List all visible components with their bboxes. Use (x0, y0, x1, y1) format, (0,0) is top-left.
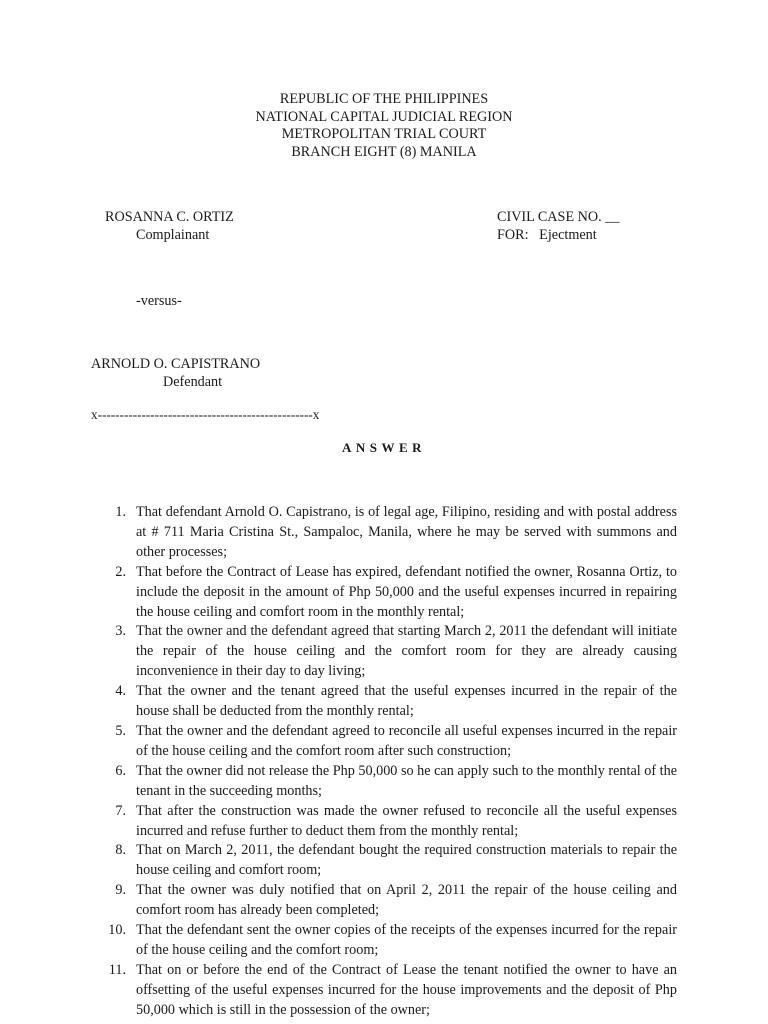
paragraph-number: 3. (115, 623, 126, 640)
paragraph-number: 4. (115, 683, 126, 700)
paragraph-number: 5. (115, 722, 126, 739)
answer-paragraph (105, 921, 677, 961)
paragraph-text: That before the Contract of Lease has expired, defendant notified the owner, Rosanna Ortiz, to include the deposit in the amount of Php 50,000 and the useful expenses incurred in repairing the house ceiling and comfort room in the monthly rental; (136, 563, 677, 620)
paragraph-text: That the owner was duly notified that on April 2, 2011 the repair of the house ceiling and comfort room has already been completed; (136, 882, 677, 919)
paragraph-text: That the defendant sent the owner copies of the receipts of the expenses incurred for the repair of the house ceiling and the comfort room; (136, 922, 677, 958)
versus-label: -versus- (136, 293, 182, 309)
paragraph-number: 7. (115, 802, 126, 819)
case-for-ejectment: FOR: Ejectment (497, 227, 597, 243)
civil-case-number: CIVIL CASE NO. __ (497, 209, 620, 225)
answer-paragraph (105, 881, 677, 921)
paragraph-text: That on March 2, 2011, the defendant bought the required construction materials to repair the house ceiling and comfort room; (136, 842, 677, 879)
paragraph-number: 1. (115, 504, 126, 520)
paragraph-text: That the owner did not release the Php 50,000 so he can apply such to the monthly rental of the tenant in the succeeding months; (136, 762, 677, 799)
answer-paragraph (105, 503, 677, 563)
paragraph-number: 11. (108, 961, 126, 978)
paragraph-number: 2. (115, 563, 126, 580)
answer-paragraph (105, 682, 677, 722)
paragraph-text: That defendant Arnold O. Capistrano, is of legal age, Filipino, residing and with postal address at # 711 Maria Cristina St., Sampaloc, Manila, where he may be served with summons and other processes; (136, 504, 677, 560)
document-title: ANSWER (341, 440, 427, 455)
complainant-role: Complainant (136, 227, 210, 243)
answer-paragraph (105, 622, 677, 682)
header-line-region: NATIONAL CAPITAL JUDICIAL REGION (255, 108, 513, 125)
paragraph-number: 8. (115, 842, 126, 859)
header-line-republic: REPUBLIC OF THE PHILIPPINES (279, 91, 489, 107)
court-header (0, 91, 768, 161)
answer-paragraph (105, 722, 677, 762)
header-line-court: METROPOLITAN TRIAL COURT (281, 126, 487, 142)
paragraph-text: That on or before the end of the Contract of Lease the tenant notified the owner to have an offsetting of the useful expenses incurred for the house improvements and the deposit of Php 50,000 which is still in the possession of the owner; (136, 961, 677, 1018)
answer-paragraph (105, 563, 677, 623)
header-line-branch: BRANCH EIGHT (8) MANILA (291, 143, 477, 160)
defendant-role: Defendant (163, 374, 223, 390)
caption-separator: x-------------------------------------------------x (91, 407, 320, 422)
answer-paragraph (105, 961, 677, 1021)
answer-paragraph (105, 841, 677, 881)
paragraph-text: That the owner and the defendant agreed that starting March 2, 2011 the defendant will initiate the repair of the house ceiling and the comfort room for they are already causing inconvenience in their day to day living; (136, 623, 677, 680)
paragraph-text: That the owner and the tenant agreed that the useful expenses incurred in the repair of the house shall be deducted from the monthly rental; (136, 683, 677, 720)
paragraph-text: That the owner and the defendant agreed to reconcile all useful expenses incurred in the repair of the house ceiling and the comfort room after such construction; (136, 722, 677, 759)
paragraph-number: 10. (108, 922, 126, 939)
complainant-name: ROSANNA C. ORTIZ (105, 209, 234, 225)
paragraph-number: 9. (115, 882, 126, 899)
paragraph-number: 6. (115, 762, 126, 779)
answer-paragraph (105, 802, 677, 842)
answer-paragraphs (105, 503, 677, 1021)
paragraph-text: That after the construction was made the owner refused to reconcile all the useful expenses incurred and refuse further to deduct them from the monthly rental; (136, 802, 677, 839)
defendant-name: ARNOLD O. CAPISTRANO (91, 356, 261, 372)
answer-paragraph (105, 762, 677, 802)
